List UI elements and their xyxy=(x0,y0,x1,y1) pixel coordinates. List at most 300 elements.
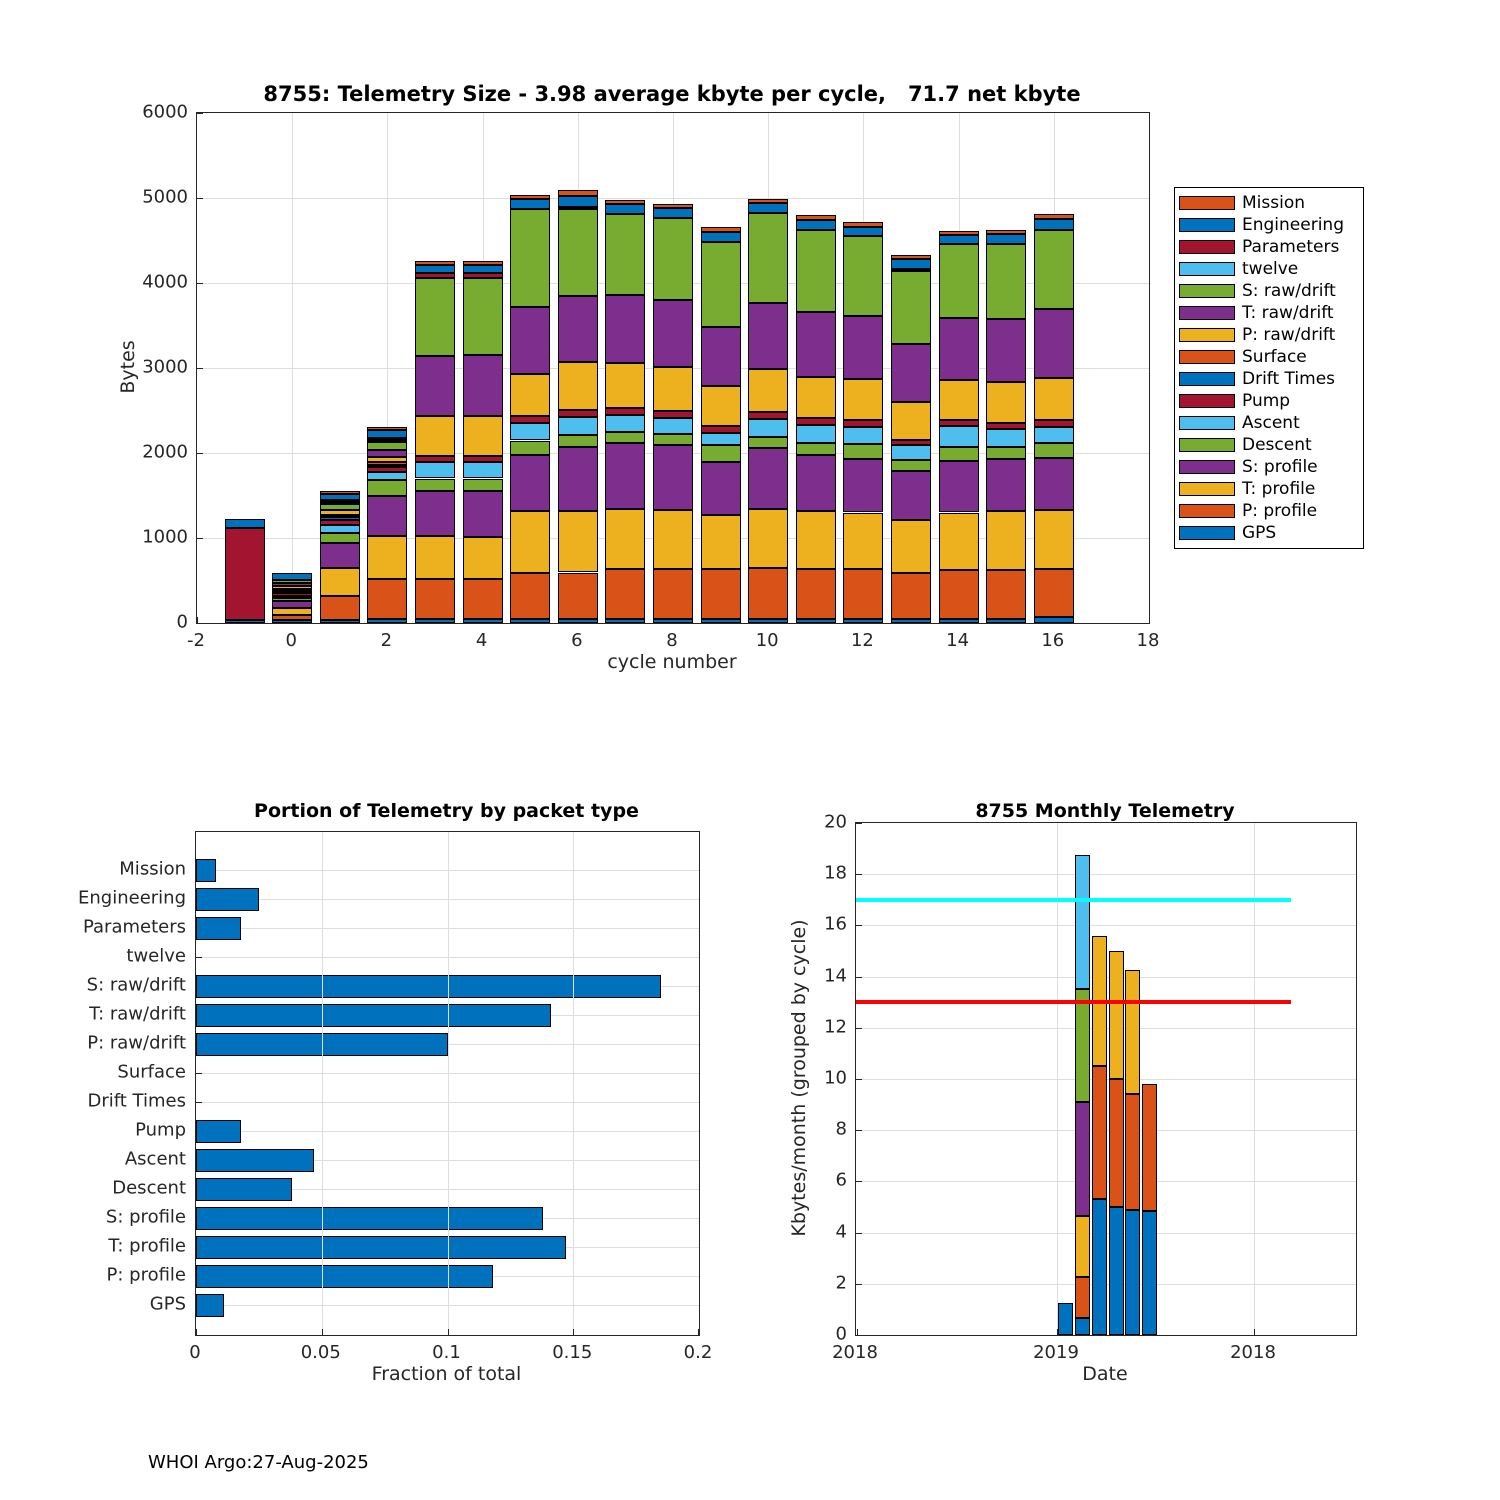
bar-segment-s-profile xyxy=(463,491,503,537)
bar-segment-descent xyxy=(510,441,550,456)
x-tick-label: 0 xyxy=(285,630,297,651)
bar-segment-engineering xyxy=(748,203,788,213)
x-tick-label: 0.2 xyxy=(683,1342,713,1363)
legend-label: Engineering xyxy=(1242,215,1344,235)
y-tick-label: 5000 xyxy=(142,186,188,208)
bar-segment-t-raw-drift xyxy=(986,319,1026,382)
legend-label: twelve xyxy=(1242,259,1299,279)
pump-swatch-icon xyxy=(1179,394,1235,408)
x-tick-label: 0.1 xyxy=(432,1342,461,1363)
bar-segment-t-profile xyxy=(510,511,550,572)
parameters-swatch-icon xyxy=(1179,240,1235,254)
y-tickmark xyxy=(856,977,862,978)
bar-segment-engineering xyxy=(225,519,265,527)
bar-segment-p-profile xyxy=(415,579,455,619)
x-tickmark xyxy=(857,1329,858,1335)
bar-segment-descent xyxy=(748,437,788,448)
monthly-chart xyxy=(855,822,1357,1336)
bar-segment-t-raw-drift xyxy=(939,318,979,380)
legend-label: S: raw/drift xyxy=(1242,281,1336,301)
bar-segment-ascent xyxy=(367,472,407,480)
monthly-bar-2-segment xyxy=(1092,1066,1107,1199)
legend-label: Surface xyxy=(1242,347,1307,367)
portion-xlabel: Fraction of total xyxy=(371,1363,522,1385)
bar-segment-t-profile xyxy=(653,510,693,569)
y-tickmark xyxy=(856,1335,862,1336)
y-tick-label: 18 xyxy=(824,862,847,884)
bar-segment-mission xyxy=(653,204,693,208)
bar-segment-engineering xyxy=(986,234,1026,244)
bar-segment-descent xyxy=(1034,443,1074,458)
bar-segment-gps xyxy=(701,619,741,623)
bar-s-raw-drift xyxy=(196,975,661,998)
bar-segment-ascent xyxy=(510,423,550,441)
x-tick-label: 2018 xyxy=(1230,1342,1276,1363)
bar-segment-ascent xyxy=(796,425,836,443)
bar-segment-engineering xyxy=(796,220,836,230)
y-tick-label: 12 xyxy=(824,1016,847,1038)
bar-segment-mission xyxy=(415,261,455,265)
bar-segment-p-raw-drift xyxy=(653,367,693,411)
gridline-v xyxy=(573,832,574,1335)
bar-segment-pump xyxy=(843,420,883,427)
legend-entry-drift-times xyxy=(1179,369,1359,389)
bar-segment-t-profile xyxy=(367,536,407,579)
bar-segment-t-profile xyxy=(939,513,979,571)
t-raw-drift-swatch-icon xyxy=(1179,306,1235,320)
bar-segment-t-raw-drift xyxy=(463,355,503,416)
monthly-bar-1-segment xyxy=(1075,1102,1090,1216)
bar-segment-mission xyxy=(748,199,788,203)
bar-segment-p-raw-drift xyxy=(701,386,741,426)
footer-stamp: WHOI Argo:27-Aug-2025 xyxy=(148,1452,369,1473)
y-tick-label: 2 xyxy=(835,1272,847,1294)
legend-box xyxy=(1174,187,1364,549)
bar-segment-pump xyxy=(1034,420,1074,427)
legend-entry-descent xyxy=(1179,435,1359,455)
legend-label: S: profile xyxy=(1242,457,1318,477)
gridline-v xyxy=(322,832,323,1335)
bar-segment-ascent xyxy=(939,426,979,447)
bar-segment-t-raw-drift xyxy=(510,307,550,373)
bar-segment-t-raw-drift xyxy=(415,356,455,416)
y-tick-label: 8 xyxy=(835,1118,847,1140)
bar-segment-descent xyxy=(891,460,931,471)
twelve-swatch-icon xyxy=(1179,262,1235,276)
mission-swatch-icon xyxy=(1179,196,1235,210)
x-tick-label: 4 xyxy=(475,630,488,651)
x-tick-label: 12 xyxy=(850,630,874,651)
bar-segment-t-raw-drift xyxy=(796,312,836,377)
bar-engineering xyxy=(196,888,259,911)
telemetry-size-title: 8755: Telemetry Size - 3.98 average kbyte per cycle, 71.7 net kbyte xyxy=(263,82,1081,106)
category-label-parameters: Parameters xyxy=(82,916,186,938)
legend-label: Ascent xyxy=(1242,413,1300,433)
bar-segment-t-profile xyxy=(415,536,455,579)
bar-segment-gps xyxy=(796,619,836,623)
y-tickmark xyxy=(197,453,203,454)
bar-segment-engineering xyxy=(367,430,407,437)
bar-segment-mission xyxy=(320,491,360,494)
portion-chart xyxy=(195,831,700,1336)
y-tickmark xyxy=(856,1079,862,1080)
y-tick-label: 4 xyxy=(835,1221,847,1243)
drift-times-swatch-icon xyxy=(1179,372,1235,386)
category-label-t-profile: T: profile xyxy=(108,1235,186,1257)
bar-descent xyxy=(196,1178,292,1201)
bar-segment-t-raw-drift xyxy=(367,450,407,458)
bar-segment-s-raw-drift xyxy=(272,580,312,583)
legend-entry-s-raw-drift xyxy=(1179,281,1359,301)
bar-segment-parameters xyxy=(558,207,598,209)
bar-segment-s-profile xyxy=(986,459,1026,512)
legend-label: T: raw/drift xyxy=(1242,303,1334,323)
bar-segment-gps xyxy=(939,619,979,623)
bar-segment-s-profile xyxy=(605,443,645,509)
bar-segment-gps xyxy=(463,619,503,623)
bar-segment-s-raw-drift xyxy=(939,244,979,318)
monthly-title: 8755 Monthly Telemetry xyxy=(975,800,1235,822)
y-tick-label: 10 xyxy=(824,1067,847,1089)
legend-entry-s-profile xyxy=(1179,457,1359,477)
bar-segment-t-raw-drift xyxy=(701,327,741,387)
y-tickmark xyxy=(856,874,862,875)
bar-segment-gps xyxy=(510,619,550,623)
gridline-h xyxy=(856,925,1356,926)
monthly-bar-1-segment xyxy=(1075,1216,1090,1277)
x-tick-label: 6 xyxy=(571,630,583,651)
bar-segment-t-profile xyxy=(558,511,598,572)
bar-segment-gps xyxy=(986,619,1026,623)
bar-t-profile xyxy=(196,1236,566,1259)
bar-segment-descent xyxy=(653,434,693,445)
category-label-gps: GPS xyxy=(149,1293,186,1315)
bar-segment-s-raw-drift xyxy=(605,214,645,295)
bar-segment-p-raw-drift xyxy=(843,379,883,420)
bar-segment-t-raw-drift xyxy=(558,296,598,362)
bar-segment-gps xyxy=(891,619,931,623)
bar-segment-pump xyxy=(272,593,312,596)
bar-segment-s-profile xyxy=(367,496,407,536)
bar-segment-descent xyxy=(701,445,741,462)
bar-segment-s-profile xyxy=(653,445,693,510)
category-label-mission: Mission xyxy=(119,858,186,880)
bar-segment-gps xyxy=(558,619,598,623)
bar-segment-s-raw-drift xyxy=(1034,230,1074,310)
y-tickmark xyxy=(197,368,203,369)
bar-segment-descent xyxy=(558,435,598,447)
bar-segment-pump xyxy=(891,440,931,445)
monthly-bar-3-segment xyxy=(1109,1207,1124,1335)
x-tick-label: 0 xyxy=(189,1342,201,1363)
threshold-line-red xyxy=(856,1000,1291,1004)
p-raw-drift-swatch-icon xyxy=(1179,328,1235,342)
bar-segment-t-profile xyxy=(843,513,883,570)
bar-segment-p-profile xyxy=(939,570,979,618)
bar-segment-s-profile xyxy=(701,462,741,515)
bar-segment-s-profile xyxy=(415,491,455,536)
bar-segment-engineering xyxy=(463,265,503,273)
bar-segment-p-raw-drift xyxy=(1034,378,1074,420)
bar-segment-p-profile xyxy=(463,579,503,619)
bar-t-raw-drift xyxy=(196,1004,551,1027)
bar-segment-gps xyxy=(225,620,265,623)
bar-segment-pump xyxy=(653,411,693,418)
x-tick-label: 18 xyxy=(1136,630,1160,651)
y-tickmark xyxy=(856,1233,862,1234)
bar-s-profile xyxy=(196,1207,543,1230)
bar-segment-s-raw-drift xyxy=(748,213,788,302)
bar-segment-p-profile xyxy=(510,573,550,619)
bar-segment-ascent xyxy=(701,433,741,445)
bar-segment-mission xyxy=(463,261,503,265)
bar-segment-s-profile xyxy=(272,601,312,608)
monthly-bar-5-segment xyxy=(1142,1084,1157,1211)
y-tick-label: 1000 xyxy=(142,526,188,548)
bar-segment-gps xyxy=(320,620,360,623)
bar-segment-s-raw-drift xyxy=(367,442,407,450)
bar-segment-p-profile xyxy=(701,569,741,619)
gridline-h xyxy=(197,198,1149,199)
bar-segment-descent xyxy=(272,598,312,601)
monthly-ylabel: Kbytes/month (grouped by cycle) xyxy=(788,919,810,1237)
bar-segment-p-profile xyxy=(367,579,407,619)
bar-segment-p-raw-drift xyxy=(558,362,598,410)
bar-segment-descent xyxy=(939,447,979,461)
bar-segment-twelve xyxy=(320,502,360,504)
x-tick-label: 16 xyxy=(1041,630,1065,651)
s-profile-swatch-icon xyxy=(1179,460,1235,474)
bar-segment-pump xyxy=(510,416,550,423)
bar-segment-p-raw-drift xyxy=(272,586,312,589)
y-tickmark xyxy=(856,1181,862,1182)
bar-segment-p-profile xyxy=(748,568,788,619)
monthly-bar-4-segment xyxy=(1125,970,1140,1094)
bar-segment-drift-times xyxy=(367,465,407,467)
bar-segment-p-raw-drift xyxy=(986,382,1026,423)
bar-segment-t-profile xyxy=(986,511,1026,570)
telemetry-size-xlabel: cycle number xyxy=(607,651,737,673)
bar-segment-s-raw-drift xyxy=(986,244,1026,319)
bar-segment-s-raw-drift xyxy=(510,209,550,307)
bar-gps xyxy=(196,1294,224,1317)
category-label-p-profile: P: profile xyxy=(106,1264,186,1286)
bar-segment-pump xyxy=(320,520,360,525)
bar-segment-t-profile xyxy=(891,520,931,573)
bar-segment-engineering xyxy=(558,196,598,207)
bar-segment-p-raw-drift xyxy=(796,377,836,419)
category-label-engineering: Engineering xyxy=(78,887,186,909)
bar-segment-drift-times xyxy=(320,517,360,520)
category-label-t-raw-drift: T: raw/drift xyxy=(89,1003,186,1025)
engineering-swatch-icon xyxy=(1179,218,1235,232)
legend-entry-p-profile xyxy=(1179,501,1359,521)
threshold-line-cyan xyxy=(856,898,1291,902)
bar-segment-descent xyxy=(796,443,836,454)
bar-segment-p-profile xyxy=(320,596,360,620)
bar-segment-pump xyxy=(463,456,503,463)
bar-segment-s-profile xyxy=(843,459,883,513)
bar-segment-mission xyxy=(939,231,979,235)
bar-segment-mission xyxy=(986,230,1026,234)
bar-segment-p-profile xyxy=(1034,569,1074,618)
bar-segment-twelve xyxy=(367,440,407,442)
bar-segment-descent xyxy=(843,444,883,459)
x-tickmark xyxy=(1254,1329,1255,1335)
p-profile-swatch-icon xyxy=(1179,504,1235,518)
bar-segment-ascent xyxy=(272,596,312,599)
bar-segment-s-raw-drift xyxy=(653,218,693,300)
legend-entry-engineering xyxy=(1179,215,1359,235)
bar-segment-engineering xyxy=(701,232,741,242)
legend-entry-ascent xyxy=(1179,413,1359,433)
legend-label: P: profile xyxy=(1242,501,1318,521)
bar-segment-descent xyxy=(367,480,407,496)
bar-segment-engineering xyxy=(653,208,693,218)
bar-segment-parameters xyxy=(415,273,455,278)
y-tickmark xyxy=(856,1028,862,1029)
bar-segment-parameters xyxy=(891,269,931,271)
y-tick-label: 20 xyxy=(824,811,847,833)
bar-segment-t-profile xyxy=(320,568,360,596)
bar-segment-s-profile xyxy=(320,543,360,568)
y-tickmark xyxy=(856,1130,862,1131)
legend-label: Pump xyxy=(1242,391,1291,411)
bar-segment-engineering xyxy=(843,227,883,236)
monthly-xlabel: Date xyxy=(1082,1363,1128,1385)
bar-segment-t-raw-drift xyxy=(891,344,931,402)
x-tick-label: 8 xyxy=(666,630,678,651)
x-tick-label: 0.05 xyxy=(300,1342,341,1363)
y-tickmark xyxy=(197,623,203,624)
x-tick-label: -2 xyxy=(187,630,205,651)
bar-ascent xyxy=(196,1149,314,1172)
s-raw-drift-swatch-icon xyxy=(1179,284,1235,298)
bar-segment-mission xyxy=(843,222,883,227)
bar-segment-ascent xyxy=(986,429,1026,446)
bar-segment-surface xyxy=(272,589,312,591)
monthly-bar-5-segment xyxy=(1142,1211,1157,1335)
y-tick-label: 4000 xyxy=(142,271,188,293)
bar-segment-pump xyxy=(748,412,788,419)
bar-segment-engineering xyxy=(320,494,360,500)
gridline-h xyxy=(856,874,1356,875)
bar-segment-p-raw-drift xyxy=(748,369,788,412)
bar-segment-pump xyxy=(605,408,645,415)
bar-segment-gps xyxy=(1034,617,1074,623)
category-label-drift-times: Drift Times xyxy=(87,1090,186,1112)
category-label-descent: Descent xyxy=(112,1177,186,1199)
y-tickmark xyxy=(197,283,203,284)
bar-segment-descent xyxy=(463,479,503,492)
bar-segment-engineering xyxy=(415,265,455,273)
legend-label: Descent xyxy=(1242,435,1312,455)
monthly-bar-1-segment xyxy=(1075,1318,1090,1335)
bar-segment-s-raw-drift xyxy=(320,504,360,510)
bar-segment-p-profile xyxy=(843,569,883,619)
bar-segment-pump xyxy=(986,423,1026,430)
bar-segment-p-profile xyxy=(986,570,1026,619)
portion-title: Portion of Telemetry by packet type xyxy=(254,800,639,822)
x-tick-label: 10 xyxy=(755,630,779,651)
bar-segment-t-raw-drift xyxy=(843,316,883,379)
bar-mission xyxy=(196,859,216,882)
bar-segment-parameters xyxy=(463,273,503,278)
bar-pump xyxy=(196,1120,241,1143)
bar-segment-p-raw-drift xyxy=(939,380,979,420)
x-tickmark xyxy=(573,1329,574,1335)
bar-segment-engineering xyxy=(272,573,312,580)
gps-swatch-icon xyxy=(1179,526,1235,540)
y-tickmark xyxy=(197,198,203,199)
legend-label: Mission xyxy=(1242,193,1306,213)
bar-segment-surface xyxy=(367,462,407,465)
gridline-v xyxy=(448,832,449,1335)
bar-segment-t-profile xyxy=(463,537,503,579)
bar-segment-descent xyxy=(986,447,1026,459)
bar-segment-pump xyxy=(558,410,598,417)
bar-segment-gps xyxy=(367,619,407,623)
y-tick-label: 6000 xyxy=(142,101,188,123)
bar-segment-ascent xyxy=(653,418,693,435)
bar-segment-drift-times xyxy=(272,591,312,594)
bar-segment-p-profile xyxy=(796,569,836,619)
bar-segment-s-profile xyxy=(748,448,788,508)
bar-segment-gps xyxy=(272,620,312,623)
bar-segment-s-profile xyxy=(510,455,550,511)
bar-segment-pump xyxy=(939,420,979,427)
y-tickmark xyxy=(856,925,862,926)
category-label-surface: Surface xyxy=(117,1061,186,1083)
bar-segment-gps xyxy=(843,619,883,623)
bar-segment-s-raw-drift xyxy=(796,230,836,312)
bar-segment-t-raw-drift xyxy=(1034,309,1074,378)
bar-segment-ascent xyxy=(558,417,598,435)
bar-segment-mission xyxy=(1034,214,1074,219)
bar-segment-mission xyxy=(701,227,741,232)
bar-segment-engineering xyxy=(1034,219,1074,230)
bar-segment-s-raw-drift xyxy=(891,271,931,344)
bar-segment-p-profile xyxy=(558,573,598,619)
legend-label: GPS xyxy=(1242,523,1277,543)
bar-segment-ascent xyxy=(463,462,503,478)
bar-segment-ascent xyxy=(891,445,931,460)
legend-entry-t-raw-drift xyxy=(1179,303,1359,323)
bar-segment-descent xyxy=(320,533,360,543)
monthly-bar-3-segment xyxy=(1109,1079,1124,1207)
bar-segment-p-raw-drift xyxy=(891,402,931,440)
bar-segment-descent xyxy=(605,432,645,443)
bar-segment-ascent xyxy=(320,525,360,533)
x-tick-label: 2018 xyxy=(832,1342,878,1363)
x-tickmark xyxy=(698,1329,699,1335)
bar-segment-engineering xyxy=(939,235,979,244)
bar-segment-p-raw-drift xyxy=(510,374,550,417)
bar-segment-s-raw-drift xyxy=(701,242,741,327)
x-tick-label: 14 xyxy=(946,630,970,651)
bar-segment-s-profile xyxy=(891,471,931,520)
bar-segment-parameters xyxy=(367,438,407,440)
x-tick-label: 0.15 xyxy=(552,1342,593,1363)
bar-segment-engineering xyxy=(510,199,550,209)
category-label-pump: Pump xyxy=(135,1119,186,1141)
bar-segment-p-raw-drift xyxy=(463,416,503,456)
legend-entry-surface xyxy=(1179,347,1359,367)
x-tickmark xyxy=(322,1329,323,1335)
y-tickmark xyxy=(197,538,203,539)
y-tick-label: 6 xyxy=(835,1169,847,1191)
category-label-ascent: Ascent xyxy=(124,1148,186,1170)
